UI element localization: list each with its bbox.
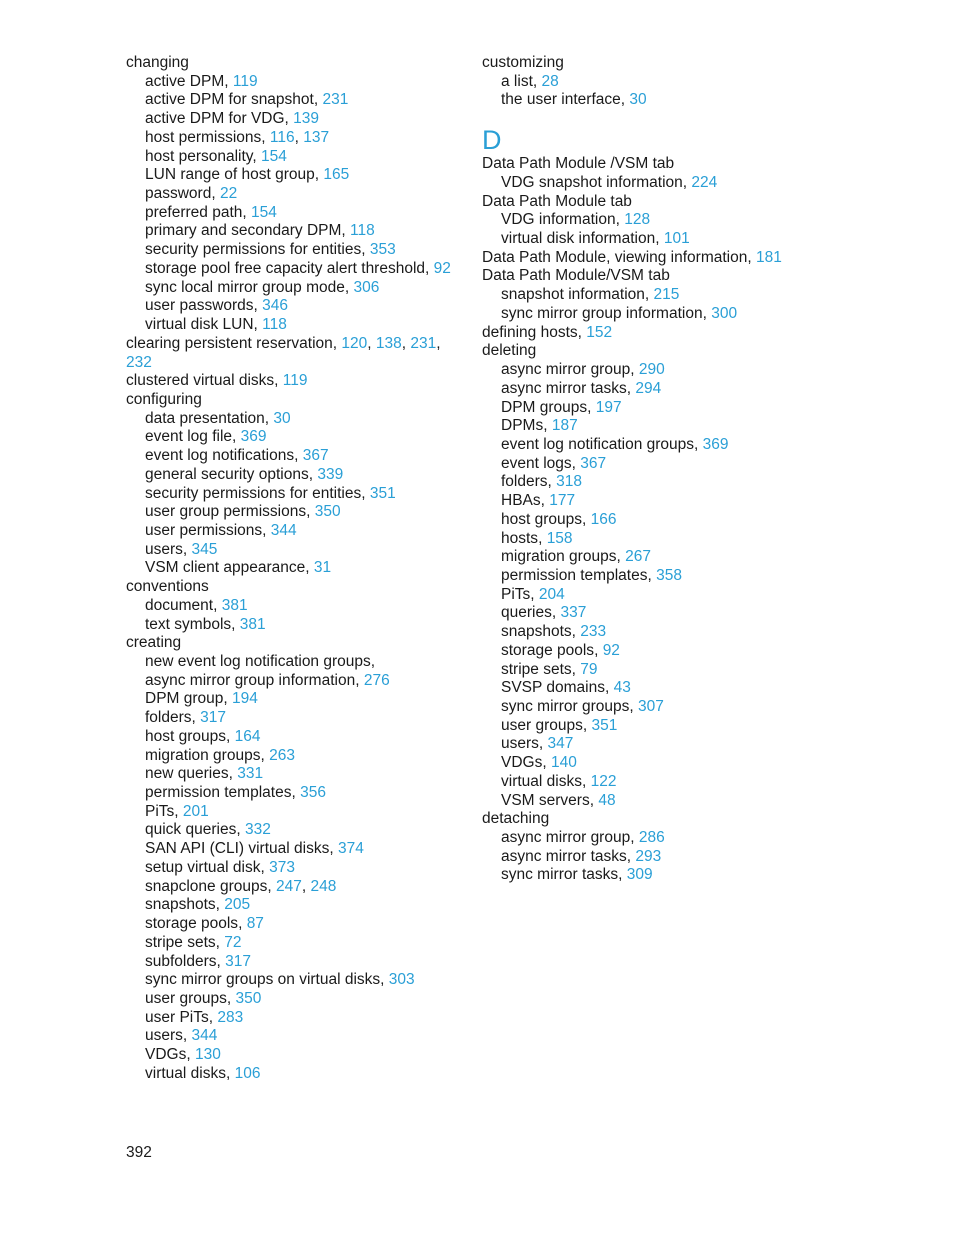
page-link[interactable]: 224: [691, 173, 718, 191]
index-subentry: security permissions for entities, 353: [145, 241, 396, 259]
page-link[interactable]: 350: [314, 503, 341, 521]
page-link[interactable]: 344: [270, 521, 297, 539]
page-link[interactable]: 231: [322, 91, 349, 109]
page-link[interactable]: 332: [244, 821, 271, 839]
index-subentry: async mirror group, 290: [501, 361, 665, 379]
entry-term: host groups: [145, 727, 226, 745]
index-subentry: the user interface, 30: [501, 91, 647, 109]
index-entry: Data Path Module, viewing information, 181: [482, 248, 782, 266]
page-link[interactable]: 139: [293, 110, 320, 128]
entry-term: virtual disk LUN: [145, 316, 254, 334]
index-subentry: a list, 28: [501, 72, 559, 90]
page-link[interactable]: 369: [240, 428, 267, 446]
page-link[interactable]: 92: [433, 259, 451, 277]
page-link[interactable]: 164: [234, 727, 261, 745]
index-subentry: user group permissions, 350: [145, 503, 341, 521]
index-subentry: folders, 318: [501, 473, 583, 491]
entry-term: user passwords: [145, 297, 254, 315]
page-link[interactable]: 48: [598, 791, 616, 809]
entry-term: migration groups: [501, 548, 617, 566]
index-subentry: migration groups, 267: [501, 548, 651, 566]
index-subentry: setup virtual disk, 373: [145, 858, 295, 876]
entry-term: stripe sets: [145, 933, 216, 951]
page-link[interactable]: 30: [629, 91, 647, 109]
index-subentry: stripe sets, 72: [145, 933, 242, 951]
entry-term: DPMs: [501, 417, 544, 435]
entry-term: Data Path Module tab: [482, 192, 632, 210]
entry-term: stripe sets: [501, 660, 572, 678]
entry-term: event log notifications: [145, 447, 295, 465]
page-link[interactable]: 165: [323, 166, 350, 184]
entry-term: storage pools: [145, 915, 239, 933]
page-link[interactable]: 87: [246, 915, 264, 933]
index-subentry: storage pools, 87: [145, 915, 264, 933]
page-link[interactable]: 294: [635, 379, 662, 397]
index-subentry: active DPM for snapshot, 231: [145, 91, 349, 109]
index-entry: [482, 193, 802, 212]
page-link[interactable]: 79: [580, 660, 598, 678]
entry-term: event log notification groups: [501, 435, 695, 453]
page-link[interactable]: 307: [637, 698, 664, 715]
index-subentry: queries, 337: [501, 604, 587, 622]
page-link[interactable]: 138: [375, 334, 402, 352]
index-subentry: subfolders, 317: [145, 952, 252, 970]
index-subentry: snapclone groups, 247, 248: [145, 877, 337, 895]
page-link[interactable]: 201: [182, 802, 209, 820]
page-link[interactable]: 353: [369, 241, 396, 259]
entry-term: users: [145, 540, 183, 558]
entry-term: host groups: [501, 510, 582, 528]
entry-term: sync mirror groups: [501, 698, 630, 715]
entry-term: Data Path Module, viewing information: [482, 248, 748, 266]
page-link[interactable]: 43: [613, 679, 631, 697]
index-subentry: storage pools, 92: [501, 641, 620, 659]
page-link[interactable]: 373: [269, 858, 295, 876]
entry-term: LUN range of host group: [145, 166, 315, 184]
index-subentry: virtual disks, 106: [145, 1064, 261, 1082]
entry-term: snapclone groups: [145, 877, 268, 895]
page-link[interactable]: 116: [269, 128, 295, 146]
entry-term: event log file: [145, 428, 233, 446]
index-subentry: user groups, 350: [145, 989, 262, 1007]
page-link[interactable]: 120: [341, 334, 368, 352]
page-link[interactable]: 205: [224, 896, 251, 914]
index-subentry: event log file, 369: [145, 428, 267, 446]
entry-term: security permissions for entities: [145, 484, 362, 502]
index-entry: [126, 634, 456, 653]
entry-term: snapshots: [145, 896, 216, 914]
page-link[interactable]: 381: [221, 596, 248, 614]
index-entry: [482, 342, 802, 361]
index-subentry: migration groups, 263: [145, 746, 295, 764]
page-link[interactable]: 215: [653, 286, 680, 304]
entry-term: password: [145, 185, 212, 203]
page-link[interactable]: 28: [541, 72, 559, 90]
index-subentry: preferred path, 154: [145, 203, 277, 221]
page-link[interactable]: 140: [550, 754, 577, 772]
entry-term: permission templates: [501, 566, 648, 584]
index-entry: defining hosts, 152: [482, 323, 613, 341]
index-subentry: user passwords, 346: [145, 297, 289, 315]
page-link[interactable]: 309: [626, 866, 653, 884]
index-entry: clustered virtual disks, 119: [126, 372, 308, 390]
entry-term: detaching: [482, 810, 550, 828]
page-link[interactable]: 233: [580, 623, 607, 641]
index-subentry: SAN API (CLI) virtual disks, 374: [145, 840, 364, 858]
entry-term: storage pools: [501, 641, 595, 659]
index-subentry: user groups, 351: [501, 716, 618, 734]
entry-term: migration groups: [145, 746, 261, 764]
page-link[interactable]: 356: [300, 784, 326, 802]
page-link[interactable]: 187: [551, 417, 578, 435]
entry-term: virtual disk information: [501, 230, 656, 248]
entry-term: async mirror group: [501, 361, 631, 379]
page-link[interactable]: 204: [538, 585, 565, 603]
entry-term: user group permissions: [145, 503, 307, 521]
entry-term: Data Path Module/VSM tab: [482, 267, 670, 285]
page-link[interactable]: 137: [303, 128, 330, 146]
index-subentry: DPM groups, 197: [501, 398, 622, 416]
entry-term: creating: [126, 634, 182, 652]
page-link[interactable]: 118: [262, 316, 287, 334]
page-link[interactable]: 350: [235, 989, 262, 1007]
entry-term: user permissions: [145, 521, 263, 539]
page-link[interactable]: 118: [350, 222, 375, 240]
index-subentry: sync mirror tasks, 309: [501, 866, 653, 884]
page-link[interactable]: 345: [191, 540, 218, 558]
entry-term: deleting: [482, 342, 537, 360]
entry-term: storage pool free capacity alert threshold: [145, 259, 426, 277]
page-link[interactable]: 317: [225, 952, 252, 970]
entry-term: a list: [501, 72, 533, 90]
index-subentry: hosts, 158: [501, 529, 573, 547]
index-subentry: general security options, 339: [145, 465, 344, 483]
entry-term: VDG information: [501, 211, 616, 229]
index-subentry: LUN range of host group, 165: [145, 166, 350, 184]
page-link[interactable]: 344: [191, 1027, 218, 1045]
index-subentry: host personality, 154: [145, 147, 287, 165]
entry-term: active DPM: [145, 72, 225, 90]
index-subentry: password, 22: [145, 185, 238, 203]
entry-term: text symbols: [145, 615, 232, 633]
page-link[interactable]: 367: [580, 454, 607, 472]
entry-term: user PiTs: [145, 1008, 209, 1026]
entry-term: active DPM for snapshot: [145, 91, 314, 109]
page-link[interactable]: 293: [635, 847, 662, 865]
page-link[interactable]: 283: [217, 1008, 244, 1026]
entry-term: snapshot information: [501, 286, 645, 304]
index-subentry: data presentation, 30: [145, 409, 291, 427]
index-subentry: PiTs, 204: [501, 585, 565, 603]
page-link[interactable]: 166: [590, 510, 617, 528]
entry-term: async mirror tasks: [501, 379, 627, 397]
page-link[interactable]: 346: [262, 297, 289, 315]
index-entry: [126, 578, 456, 597]
entry-term: DPM group: [145, 690, 224, 708]
entry-term: user groups: [145, 989, 227, 1007]
index-entry: clearing persistent reservation, 120, 138, 231,: [126, 334, 441, 352]
page-link[interactable]: 128: [624, 211, 651, 229]
entry-term: general security options: [145, 465, 309, 483]
entry-term: customizing: [482, 54, 564, 71]
page-link[interactable]: 351: [369, 484, 396, 502]
index-subentry: VDGs, 140: [501, 754, 577, 772]
section-letter: D: [482, 125, 502, 156]
index-subentry: event log notifications, 367: [145, 447, 329, 465]
page-link[interactable]: 31: [313, 559, 332, 577]
page-link[interactable]: 351: [591, 716, 618, 734]
index-subentry: primary and secondary DPM, 118: [145, 222, 375, 240]
entry-term: hosts: [501, 529, 539, 547]
index-subentry: VDGs, 130: [145, 1046, 221, 1064]
entry-term: permission templates: [145, 784, 292, 802]
entry-term: VSM client appearance: [145, 559, 306, 577]
index-subentry: DPMs, 187: [501, 417, 578, 435]
page-link[interactable]: 248: [310, 877, 337, 895]
index-subentry: sync mirror group information, 300: [501, 304, 738, 322]
page-link[interactable]: 276: [363, 671, 390, 689]
index-subentry: permission templates, 358: [501, 566, 682, 584]
page-link[interactable]: 101: [663, 230, 690, 248]
index-subentry: users, 344: [145, 1027, 218, 1045]
page-link[interactable]: 367: [302, 447, 329, 465]
page-link[interactable]: 130: [194, 1046, 221, 1064]
page-link[interactable]: 374: [337, 840, 364, 858]
entry-term: clustered virtual disks: [126, 372, 275, 390]
entry-term: VDGs: [145, 1046, 187, 1064]
index-entry: [126, 54, 456, 73]
index-column-right: [482, 54, 802, 885]
index-entry: [482, 810, 802, 829]
page-link[interactable]: 381: [239, 615, 266, 633]
index-subentry: active DPM for VDG, 139: [145, 110, 320, 128]
page-link[interactable]: 358: [656, 566, 682, 584]
entry-term: folders: [145, 709, 192, 727]
entry-term: changing: [126, 54, 189, 71]
page-link[interactable]: 22: [219, 185, 238, 203]
entry-term: VSM servers: [501, 791, 590, 809]
entry-term: SVSP domains: [501, 679, 605, 697]
index-subentry: VDG snapshot information, 224: [501, 173, 718, 191]
page-link[interactable]: 194: [232, 690, 258, 708]
index-subentry: new queries, 331: [145, 765, 264, 783]
entry-term: preferred path: [145, 203, 243, 221]
page-number: 392: [126, 1144, 152, 1161]
index-subentry: [126, 653, 456, 672]
index-subentry: VDG information, 128: [501, 211, 651, 229]
index-subentry: user permissions, 344: [145, 521, 297, 539]
index-entry: [482, 155, 802, 174]
page-link[interactable]: 300: [711, 304, 738, 322]
entry-term: host permissions: [145, 128, 262, 146]
entry-term: folders: [501, 473, 548, 491]
index-subentry: event logs, 367: [501, 454, 607, 472]
page-link[interactable]: 286: [638, 829, 665, 847]
entry-term: async mirror tasks: [501, 847, 627, 865]
index-column-left: [126, 54, 456, 1084]
entry-term: new queries: [145, 765, 229, 783]
entry-term: host personality: [145, 147, 253, 165]
entry-term: subfolders: [145, 952, 217, 970]
index-subentry: PiTs, 201: [145, 802, 209, 820]
index-subentry: sync local mirror group mode, 306: [145, 278, 380, 296]
index-subentry: stripe sets, 79: [501, 660, 598, 678]
entry-term: conventions: [126, 578, 209, 596]
entry-term: DPM groups: [501, 398, 588, 416]
index-subentry: sync mirror groups, 307: [501, 698, 664, 715]
index-subentry: snapshots, 205: [145, 896, 251, 914]
index-subentry: SVSP domains, 43: [501, 679, 631, 697]
entry-term: sync mirror tasks: [501, 866, 619, 884]
page-link[interactable]: 317: [200, 709, 227, 727]
entry-term: active DPM for VDG: [145, 110, 285, 128]
page-link[interactable]: 263: [269, 746, 295, 764]
index-subentry: users, 345: [145, 540, 218, 558]
page-link[interactable]: 181: [756, 248, 782, 266]
entry-term: setup virtual disk: [145, 858, 261, 876]
page-link[interactable]: 247: [276, 877, 302, 895]
entry-term: PiTs: [501, 585, 531, 603]
entry-term: VDG snapshot information: [501, 173, 683, 191]
page-link[interactable]: 331: [237, 765, 264, 783]
index-subentry: VSM servers, 48: [501, 791, 616, 809]
entry-term: PiTs: [145, 802, 175, 820]
entry-term: SAN API (CLI) virtual disks: [145, 840, 330, 858]
index-subentry: event log notification groups, 369: [501, 435, 729, 453]
page-link[interactable]: 72: [224, 933, 242, 951]
page-link[interactable]: 119: [232, 72, 258, 90]
page-link[interactable]: 197: [595, 398, 622, 416]
page-link[interactable]: 30: [273, 409, 291, 427]
entry-term: queries: [501, 604, 552, 622]
page-link[interactable]: 106: [234, 1064, 261, 1082]
entry-term: primary and secondary DPM: [145, 222, 342, 240]
entry-term: document: [145, 596, 214, 614]
page-link[interactable]: 369: [702, 435, 729, 453]
index-subentry: active DPM, 119: [145, 72, 258, 90]
index-subentry: async mirror group, 286: [501, 829, 665, 847]
index-entry: [126, 354, 456, 373]
page-link[interactable]: 119: [282, 372, 308, 390]
page-link[interactable]: 158: [546, 529, 573, 547]
entry-term: virtual disks: [501, 772, 582, 790]
entry-term: defining hosts: [482, 323, 578, 341]
page-link[interactable]: 290: [638, 361, 665, 379]
entry-term: users: [501, 735, 539, 753]
entry-term: data presentation: [145, 409, 265, 427]
index-subentry: snapshots, 233: [501, 623, 607, 641]
index-subentry: async mirror tasks, 293: [501, 847, 662, 865]
index-subentry: host permissions, 116, 137: [145, 128, 330, 146]
index-subentry: storage pool free capacity alert threshold, 92: [145, 259, 451, 277]
index-subentry: virtual disk LUN, 118: [145, 316, 287, 334]
page-link[interactable]: 306: [353, 278, 380, 296]
index-entry: [482, 267, 802, 286]
index-subentry: user PiTs, 283: [145, 1008, 244, 1026]
entry-term: event logs: [501, 454, 572, 472]
index-subentry: VSM client appearance, 31: [145, 559, 332, 577]
index-entry: [482, 54, 802, 73]
entry-term: security permissions for entities: [145, 241, 362, 259]
entry-term: VDGs: [501, 754, 543, 772]
index-subentry: folders, 317: [145, 709, 227, 727]
index-entry: [126, 391, 456, 410]
entry-term: configuring: [126, 390, 202, 408]
index-subentry: host groups, 164: [145, 727, 261, 745]
page-link[interactable]: 303: [388, 971, 415, 989]
entry-term: snapshots: [501, 623, 572, 641]
index-subentry: virtual disk information, 101: [501, 230, 690, 248]
entry-term: async mirror group information: [145, 671, 356, 689]
entry-term: virtual disks: [145, 1064, 226, 1082]
index-subentry: async mirror tasks, 294: [501, 379, 662, 397]
index-subentry: quick queries, 332: [145, 821, 271, 839]
index-subentry: async mirror group information, 276: [145, 671, 390, 689]
entry-term: sync mirror groups on virtual disks: [145, 971, 381, 989]
page-link[interactable]: 92: [602, 641, 620, 659]
entry-term: sync local mirror group mode: [145, 278, 345, 296]
page-link[interactable]: 152: [586, 323, 613, 341]
entry-term: user groups: [501, 716, 583, 734]
index-subentry: HBAs, 177: [501, 492, 576, 510]
index-subentry: security permissions for entities, 351: [145, 484, 396, 502]
entry-term: Data Path Module /VSM tab: [482, 155, 675, 173]
page-link[interactable]: 339: [317, 465, 344, 483]
page-link[interactable]: 154: [251, 203, 277, 221]
index-subentry: snapshot information, 215: [501, 286, 680, 304]
entry-term: quick queries: [145, 821, 237, 839]
entry-term: new event log notification groups,: [145, 653, 376, 670]
entry-term: users: [145, 1027, 183, 1045]
index-subentry: virtual disks, 122: [501, 772, 617, 790]
index-subentry: permission templates, 356: [145, 784, 326, 802]
index-subentry: sync mirror groups on virtual disks, 303: [145, 971, 415, 989]
page-link[interactable]: 154: [261, 147, 287, 165]
page-link[interactable]: 337: [560, 604, 587, 622]
entry-term: async mirror group: [501, 829, 631, 847]
entry-term: the user interface: [501, 91, 621, 109]
page-link[interactable]: 231: [410, 334, 437, 352]
index-subentry: document, 381: [145, 596, 248, 614]
entry-term: HBAs: [501, 492, 541, 510]
entry-term: clearing persistent reservation: [126, 334, 333, 352]
page-link[interactable]: 122: [590, 772, 617, 790]
index-subentry: text symbols, 381: [145, 615, 266, 633]
entry-term: sync mirror group information: [501, 304, 703, 322]
page-link[interactable]: 347: [547, 735, 574, 753]
index-subentry: DPM group, 194: [145, 690, 258, 708]
page-link[interactable]: 232: [126, 353, 152, 371]
index-subentry: users, 347: [501, 735, 574, 753]
page-link[interactable]: 177: [549, 492, 576, 510]
page-link[interactable]: 267: [625, 548, 651, 566]
page-link[interactable]: 318: [556, 473, 583, 491]
index-subentry: host groups, 166: [501, 510, 617, 528]
